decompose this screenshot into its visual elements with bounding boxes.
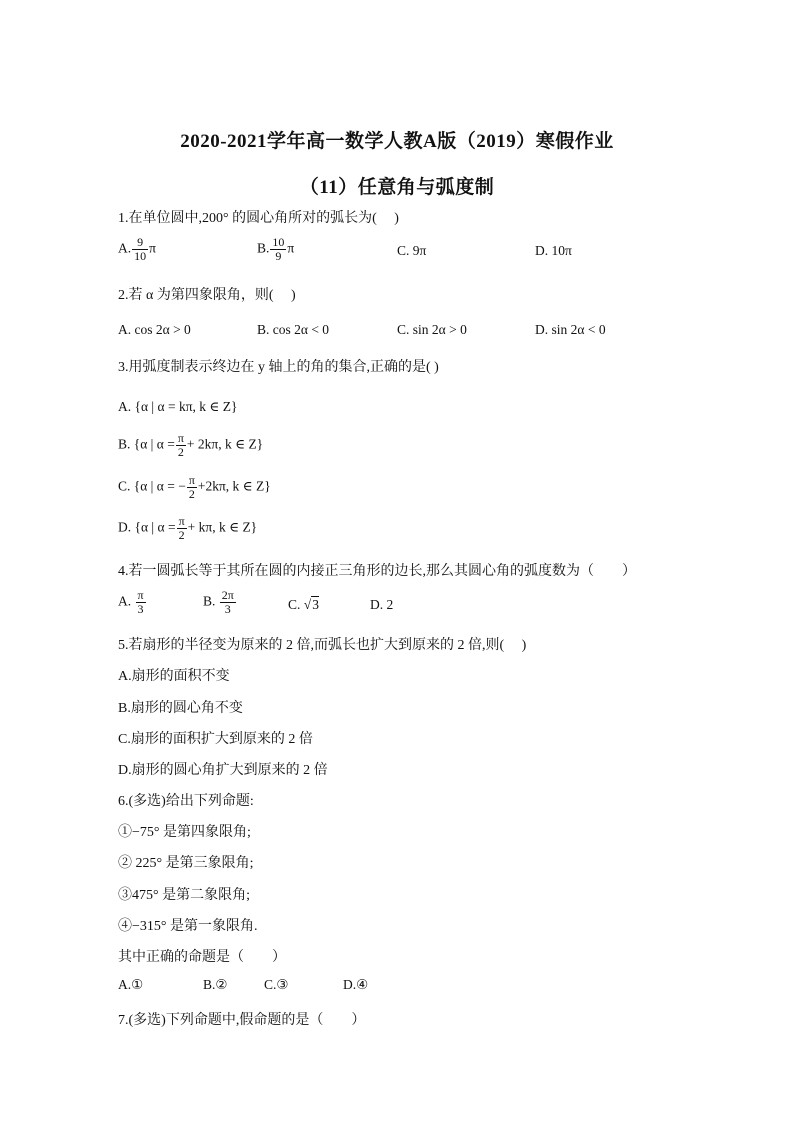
q4-option-d: D. 2 [370,597,394,612]
q5-option-d: D.扇形的圆心角扩大到原来的 2 倍 [118,763,328,778]
q5-option-a: A.扇形的面积不变 [118,669,230,684]
title-line-1: 2020-2021学年高一数学人教A版（2019）寒假作业 [180,131,614,152]
q5-stem: 5.若扇形的半径变为原来的 2 倍,而弧长也扩大到原来的 2 倍,则( ) [118,638,527,653]
q6-proposition-1: ①−75° 是第四象限角; [118,825,251,840]
q2-option-c: C. sin 2α > 0 [397,322,467,337]
q1-option-a: A. $\frac{9}{10}$ π [118,235,156,263]
q2-option-b: B. cos 2α < 0 [257,322,330,337]
q6-proposition-4: ④−315° 是第一象限角. [118,919,258,934]
q3-option-b: B. {α | α = $\frac{\pi}{2}$ + 2kπ, k ∈ Z} [118,431,264,459]
q6-stem: 6.(多选)给出下列命题: [118,794,254,809]
q6-proposition-3: ③475° 是第二象限角; [118,888,250,903]
q4-stem: 4.若一圆弧长等于其所在圆的内接正三角形的边长,那么其圆心角的弧度数为（ ） [118,564,636,579]
q6-proposition-2: ② 225° 是第三象限角; [118,856,254,871]
q1-stem: 1.在单位圆中,200° 的圆心角所对的弧长为( ) [118,211,399,226]
q1-option-d: D. 10π [535,243,572,258]
q4-option-a: A. $\frac{\pi}{3}$ [118,588,144,616]
q6-option-c: C.③ [264,977,289,992]
q5-option-b: B.扇形的圆心角不变 [118,701,243,716]
q6-question: 其中正确的命题是（ ） [118,950,286,965]
q5-option-c: C.扇形的面积扩大到原来的 2 倍 [118,732,313,747]
q3-option-a: A. {α | α = kπ, k ∈ Z} [118,399,238,414]
q6-option-d: D.④ [343,977,369,992]
q1-option-c: C. 9π [397,243,427,258]
q7-stem: 7.(多选)下列命题中,假命题的是（ ） [118,1013,366,1028]
q2-stem: 2.若 α 为第四象限角，则( ) [118,288,296,303]
q3-option-c: C. {α | α = − $\frac{\pi}{2}$ +2kπ, k ∈ Z} [118,473,271,501]
q6-option-a: A.① [118,977,144,992]
q4-option-c: C. √3 [288,597,319,612]
q6-option-b: B.② [203,977,228,992]
q2-option-d: D. sin 2α < 0 [535,322,606,337]
q3-option-d: D. {α | α = $\frac{\pi}{2}$ + kπ, k ∈ Z} [118,514,258,542]
q1-option-b: B. $\frac{10}{9}$ π [257,235,295,263]
title-line-2: （11）任意角与弧度制 [299,177,495,198]
q3-stem: 3.用弧度制表示终边在 y 轴上的角的集合,正确的是( ) [118,360,439,375]
q4-option-b: B. $\frac{2\pi}{3}$ [203,588,234,616]
q2-option-a: A. cos 2α > 0 [118,322,191,337]
